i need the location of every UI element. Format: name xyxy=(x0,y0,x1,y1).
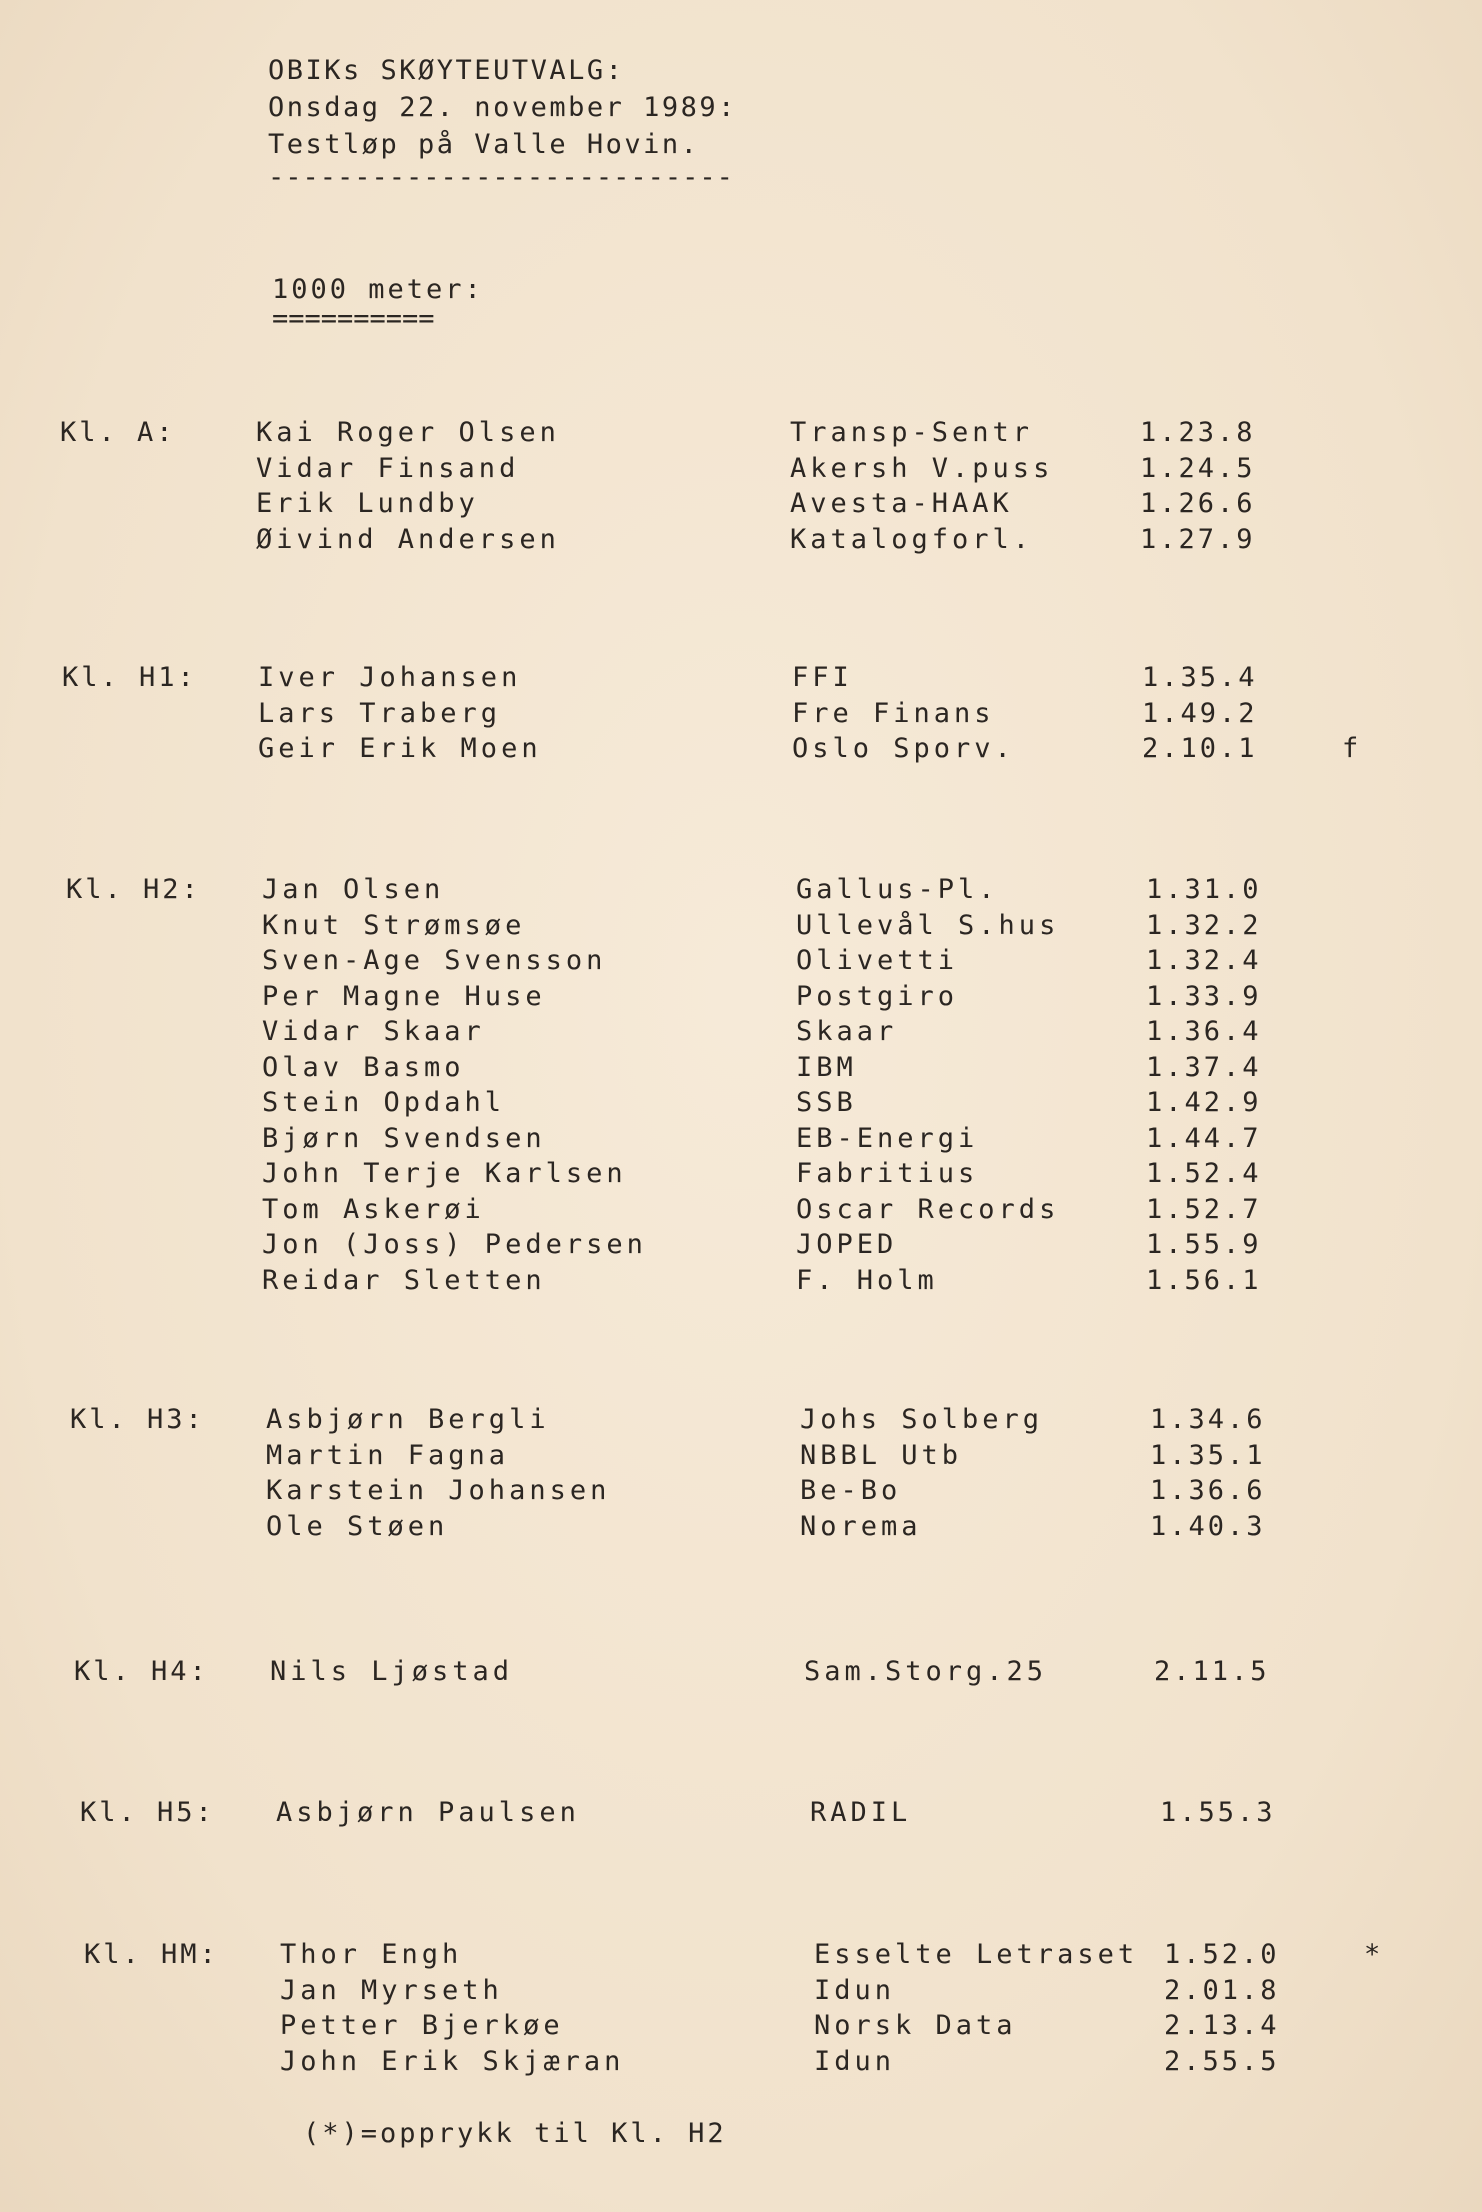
footnote: (*)=opprykk til Kl. H2 xyxy=(303,2118,727,2149)
skater-name: Ole Støen xyxy=(266,1510,449,1542)
skater-name: Jan Olsen xyxy=(262,874,445,905)
race-time: 1.42.9 xyxy=(1146,1087,1262,1118)
race-time: 1.24.5 xyxy=(1140,452,1256,484)
skater-name: Reidar Sletten xyxy=(262,1264,546,1296)
club-name: Esselte Letraset xyxy=(814,1939,1139,1970)
race-time: 1.35.1 xyxy=(1150,1439,1266,1471)
skater-name: Tom Askerøi xyxy=(262,1193,485,1225)
race-time: 1.49.2 xyxy=(1142,697,1258,729)
club-name: Fabritius xyxy=(796,1158,979,1189)
club-name: Oslo Sporv. xyxy=(792,733,1015,764)
skater-name: Per Magne Huse xyxy=(262,980,546,1012)
club-name: Ullevål S.hus xyxy=(796,909,1060,941)
club-name: Akersh V.puss xyxy=(790,452,1054,484)
skater-name: Lars Traberg xyxy=(258,697,502,729)
race-time: 1.33.9 xyxy=(1146,980,1262,1012)
club-name: EB-Energi xyxy=(796,1122,979,1154)
skater-name: Jan Myrseth xyxy=(280,1974,503,2006)
skater-name: Geir Erik Moen xyxy=(258,733,542,764)
class-label: Kl. H3: xyxy=(70,1404,205,1435)
class-label: Kl. H2: xyxy=(66,874,201,905)
club-name: Sam.Storg.25 xyxy=(804,1656,1048,1687)
race-time: 1.32.2 xyxy=(1146,909,1262,941)
race-time: 1.56.1 xyxy=(1146,1264,1262,1296)
skater-name: Olav Basmo xyxy=(262,1051,465,1083)
race-time: 1.40.3 xyxy=(1150,1510,1266,1542)
skater-name: Vidar Finsand xyxy=(256,452,520,484)
club-name: JOPED xyxy=(796,1229,898,1260)
class-label: Kl. H4: xyxy=(74,1656,209,1687)
club-name: Postgiro xyxy=(796,980,959,1012)
race-time: 2.01.8 xyxy=(1164,1974,1280,2006)
skater-name: John Terje Karlsen xyxy=(262,1158,627,1189)
club-name: SSB xyxy=(796,1087,857,1118)
skater-name: Petter Bjerkøe xyxy=(280,2010,564,2041)
race-time: 2.13.4 xyxy=(1164,2010,1280,2041)
class-label: Kl. H5: xyxy=(80,1797,215,1828)
skater-name: Knut Strømsøe xyxy=(262,909,526,941)
race-time: 2.10.1 xyxy=(1142,733,1258,764)
document-header xyxy=(268,52,737,193)
race-time: 1.44.7 xyxy=(1146,1122,1262,1154)
race-time: 1.34.6 xyxy=(1150,1404,1266,1435)
skater-name: Karstein Johansen xyxy=(266,1475,611,1506)
organizer-title: OBIKs SKØYTEUTVALG: xyxy=(268,55,625,86)
race-time: 2.11.5 xyxy=(1154,1656,1270,1687)
club-name: Idun xyxy=(814,2045,896,2077)
race-time: 1.36.4 xyxy=(1146,1016,1262,1047)
club-name: FFI xyxy=(792,662,853,693)
event-venue: Testløp på Valle Hovin. xyxy=(268,129,700,160)
race-time: 1.52.0 xyxy=(1164,1939,1280,1970)
result-note: * xyxy=(1364,1939,1381,1970)
skater-name: Erik Lundby xyxy=(256,488,479,519)
skater-name: Jon (Joss) Pedersen xyxy=(262,1229,647,1260)
class-label: Kl. A: xyxy=(60,417,176,448)
skater-name: Sven-Age Svensson xyxy=(262,945,607,976)
skater-name: Thor Engh xyxy=(280,1939,463,1970)
club-name: Norsk Data xyxy=(814,2010,1017,2041)
race-time: 1.55.9 xyxy=(1146,1229,1262,1260)
distance-title: 1000 meter: xyxy=(272,274,484,305)
skater-name: Vidar Skaar xyxy=(262,1016,485,1047)
race-time: 1.31.0 xyxy=(1146,874,1262,905)
race-time: 1.37.4 xyxy=(1146,1051,1262,1083)
race-time: 2.55.5 xyxy=(1164,2045,1280,2077)
club-name: NBBL Utb xyxy=(800,1439,963,1471)
skater-name: Martin Fagna xyxy=(266,1439,510,1471)
club-name: Oscar Records xyxy=(796,1193,1060,1225)
race-time: 1.27.9 xyxy=(1140,523,1256,555)
race-time: 1.32.4 xyxy=(1146,945,1262,976)
race-time: 1.36.6 xyxy=(1150,1475,1266,1506)
race-time: 1.52.4 xyxy=(1146,1158,1262,1189)
club-name: Norema xyxy=(800,1510,922,1542)
class-label: Kl. H1: xyxy=(62,662,197,693)
skater-name: John Erik Skjæran xyxy=(280,2045,625,2077)
skater-name: Nils Ljøstad xyxy=(270,1656,514,1687)
skater-name: Asbjørn Paulsen xyxy=(276,1797,580,1828)
club-name: Gallus-Pl. xyxy=(796,874,999,905)
club-name: Transp-Sentr xyxy=(790,417,1034,448)
skater-name: Øivind Andersen xyxy=(256,523,560,555)
club-name: Fre Finans xyxy=(792,697,995,729)
distance-rule: ========== xyxy=(272,303,435,334)
race-time: 1.55.3 xyxy=(1160,1797,1276,1828)
skater-name: Asbjørn Bergli xyxy=(266,1404,550,1435)
club-name: Skaar xyxy=(796,1016,898,1047)
result-note: f xyxy=(1342,733,1359,764)
club-name: Katalogforl. xyxy=(790,523,1034,555)
skater-name: Iver Johansen xyxy=(258,662,522,693)
race-time: 1.35.4 xyxy=(1142,662,1258,693)
club-name: Olivetti xyxy=(796,945,959,976)
class-label: Kl. HM: xyxy=(84,1939,219,1970)
distance-heading xyxy=(272,272,484,334)
event-date: Onsdag 22. november 1989: xyxy=(268,92,737,123)
skater-name: Bjørn Svendsen xyxy=(262,1122,546,1154)
header-rule: --------------------------- xyxy=(268,162,734,193)
race-time: 1.26.6 xyxy=(1140,488,1256,519)
race-time: 1.52.7 xyxy=(1146,1193,1262,1225)
club-name: IBM xyxy=(796,1051,857,1083)
club-name: RADIL xyxy=(810,1797,912,1828)
club-name: Avesta-HAAK xyxy=(790,488,1013,519)
club-name: Johs Solberg xyxy=(800,1404,1044,1435)
skater-name: Stein Opdahl xyxy=(262,1087,506,1118)
club-name: Idun xyxy=(814,1974,896,2006)
club-name: Be-Bo xyxy=(800,1475,902,1506)
club-name: F. Holm xyxy=(796,1264,938,1296)
skater-name: Kai Roger Olsen xyxy=(256,417,560,448)
race-time: 1.23.8 xyxy=(1140,417,1256,448)
